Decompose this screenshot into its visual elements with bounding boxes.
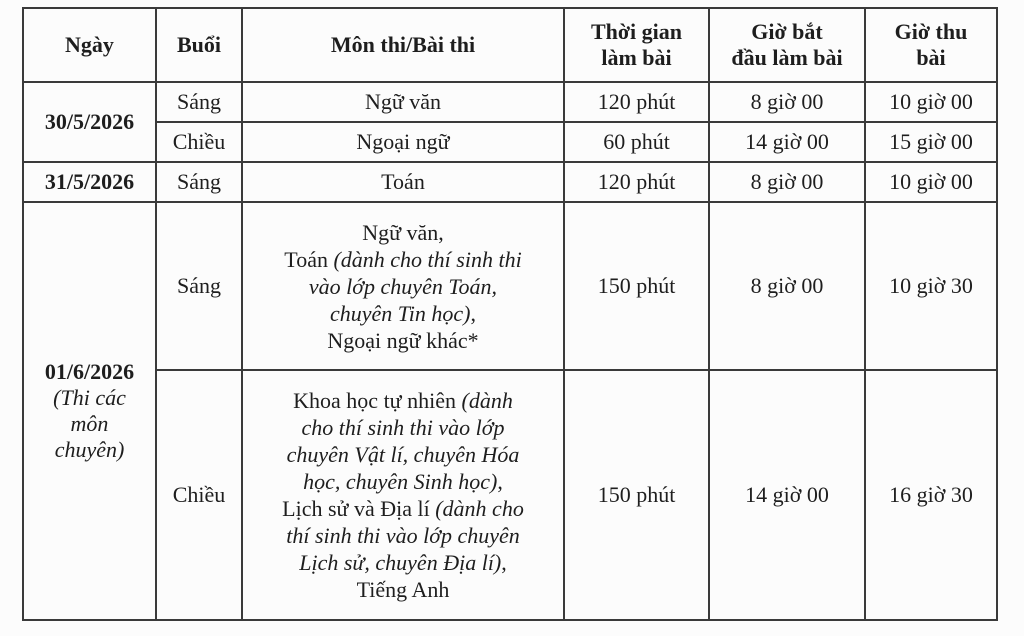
subject-text: Lịch sử và Địa lí [282,496,436,521]
date-note-line1: (Thi các [53,385,126,410]
header-duration-line2: làm bài [601,45,672,70]
subject-cell: Ngoại ngữ [242,122,564,162]
session-cell: Chiều [156,122,242,162]
subject-cell: Ngữ văn [242,82,564,122]
subject-text: , [497,469,503,494]
subject-note: (dành cho thí sinh thi [333,246,522,272]
session-cell: Sáng [156,202,242,370]
duration-cell: 150 phút [564,202,709,370]
date-cell [23,202,156,620]
duration-cell: 120 phút [564,162,709,202]
table-row [23,162,997,202]
date-note-line3: chuyên) [54,437,125,462]
subject-line [247,495,559,522]
end-time-cell: 16 giờ 30 [865,370,997,620]
date-note-line2: môn [70,411,109,436]
header-end-line1: Giờ thu [894,19,968,44]
date-cell: 30/5/2026 [23,82,156,162]
subject-note: (dành [461,388,513,413]
end-time-cell: 15 giờ 00 [865,122,997,162]
header-session: Buổi [156,8,242,82]
subject-text: , [470,300,477,326]
subject-note: chuyên Vật lí, chuyên Hóa [286,442,520,467]
start-time-cell: 8 giờ 00 [709,82,865,122]
subject-note: thí sinh thi vào lớp chuyên [286,523,520,548]
subject-note: vào lớp chuyên Toán, [308,273,498,299]
duration-cell: 150 phút [564,370,709,620]
subject-cell [242,370,564,620]
subject-note: chuyên Tin học) [329,300,471,326]
table-row [23,82,997,122]
session-cell: Sáng [156,162,242,202]
header-start-line2: đầu làm bài [731,45,843,70]
table-row [23,122,997,162]
subject-text: Ngữ văn, [362,219,444,245]
start-time-cell: 8 giờ 00 [709,162,865,202]
subject-text: , [501,550,507,575]
subject-line [247,468,559,495]
duration-cell: 60 phút [564,122,709,162]
subject-text: Toán [284,246,334,272]
header-start-line1: Giờ bắt [751,19,823,44]
subject-line [247,300,559,327]
header-date: Ngày [23,8,156,82]
subject-text: Khoa học tự nhiên [293,388,462,413]
exam-schedule [22,7,996,621]
header-subject: Môn thi/Bài thi [242,8,564,82]
date-text: 01/6/2026 [44,359,135,384]
subject-cell [242,202,564,370]
end-time-cell: 10 giờ 00 [865,162,997,202]
session-cell: Chiều [156,370,242,620]
header-duration [564,8,709,82]
header-start [709,8,865,82]
subject-line [247,246,559,273]
subject-line [247,549,559,576]
subject-note: cho thí sinh thi vào lớp [301,415,505,440]
start-time-cell: 14 giờ 00 [709,122,865,162]
header-end [865,8,997,82]
subject-line [247,219,559,246]
header-duration-line1: Thời gian [590,19,683,44]
start-time-cell: 14 giờ 00 [709,370,865,620]
session-cell: Sáng [156,82,242,122]
table-row [23,202,997,370]
end-time-cell: 10 giờ 30 [865,202,997,370]
subject-note: (dành cho [435,496,524,521]
exam-schedule-table [22,7,998,621]
date-cell: 31/5/2026 [23,162,156,202]
duration-cell: 120 phút [564,82,709,122]
start-time-cell: 8 giờ 00 [709,202,865,370]
subject-line [247,576,559,603]
subject-cell: Toán [242,162,564,202]
subject-note: học, chuyên Sinh học) [303,469,498,494]
subject-line [247,387,559,414]
header-end-line2: bài [916,45,946,70]
subject-text: Tiếng Anh [356,577,450,602]
end-time-cell: 10 giờ 00 [865,82,997,122]
subject-note: Lịch sử, chuyên Địa lí) [299,550,502,575]
table-header-row [23,8,997,82]
subject-line [247,327,559,354]
subject-text: Ngoại ngữ khác* [327,327,479,353]
table-row [23,370,997,620]
